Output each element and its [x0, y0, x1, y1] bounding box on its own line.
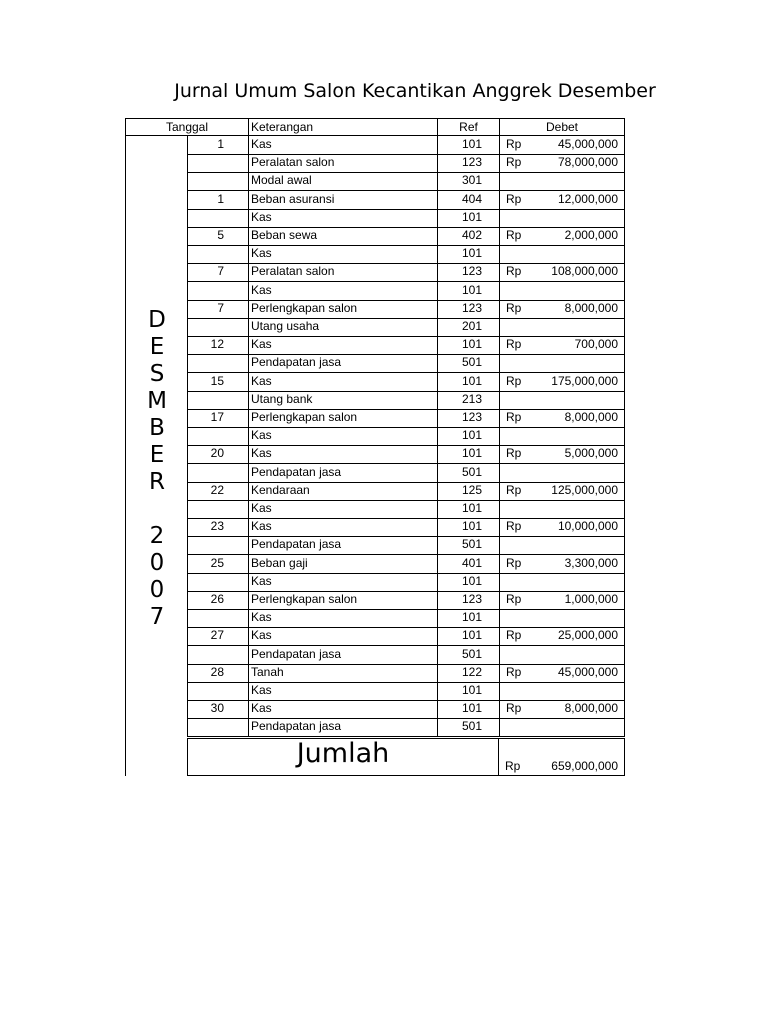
debet-cell	[499, 209, 625, 228]
debet-cell	[499, 718, 625, 737]
description-cell: Perlengkapan salon	[248, 591, 438, 610]
table-row	[187, 282, 625, 300]
total-label: Jumlah	[187, 738, 499, 776]
table-row	[187, 500, 625, 518]
description-cell: Utang bank	[248, 391, 438, 410]
ref-cell: 101	[437, 282, 500, 301]
total-amount: 659,000,000	[551, 759, 618, 773]
month-label	[126, 307, 188, 631]
description-cell: Kas	[248, 700, 438, 719]
currency-label: Rp	[506, 264, 522, 279]
debet-cell	[499, 227, 625, 246]
date-cell	[187, 646, 249, 665]
amount-value: 8,000,000	[564, 300, 618, 315]
table-row	[187, 191, 625, 209]
debet-cell	[499, 609, 625, 628]
date-cell	[187, 500, 249, 519]
description-cell: Modal awal	[248, 172, 438, 191]
ref-cell: 101	[437, 245, 500, 264]
description-cell: Peralatan salon	[248, 263, 438, 282]
description-cell: Kas	[248, 282, 438, 301]
table-row	[187, 445, 625, 463]
currency-label: Rp	[506, 300, 522, 315]
table-row	[187, 464, 625, 482]
amount-value: 8,000,000	[564, 410, 618, 424]
table-row	[187, 373, 625, 391]
document-title: Jurnal Umum Salon Kecantikan Anggrek Desember	[174, 80, 656, 102]
description-cell: Pendapatan jasa	[248, 718, 438, 737]
table-row	[187, 555, 625, 573]
date-cell: 25	[187, 555, 249, 574]
table-row	[187, 391, 625, 409]
amount-value: 78,000,000	[557, 155, 618, 170]
date-cell: 26	[187, 591, 249, 610]
date-cell: 23	[187, 518, 249, 537]
ref-cell: 101	[437, 336, 500, 355]
table-row	[187, 245, 625, 263]
date-cell: 1	[187, 191, 249, 210]
debet-cell	[499, 482, 625, 501]
month-letter: R	[149, 469, 165, 495]
currency-label: Rp	[506, 337, 522, 352]
date-cell	[187, 245, 249, 264]
date-cell	[187, 154, 249, 173]
description-cell: Kas	[248, 627, 438, 646]
debet-cell	[499, 136, 625, 155]
table-row	[187, 536, 625, 554]
header-keterangan: Keterangan	[248, 118, 438, 136]
date-cell: 28	[187, 664, 249, 683]
ref-cell: 122	[437, 664, 500, 683]
description-cell: Perlengkapan salon	[248, 409, 438, 428]
description-cell: Kas	[248, 445, 438, 464]
amount-value: 10,000,000	[557, 519, 618, 534]
month-letter: M	[147, 388, 167, 414]
description-cell: Kas	[248, 136, 438, 155]
debet-cell	[499, 536, 625, 555]
date-cell	[187, 536, 249, 555]
table-row	[187, 682, 625, 700]
currency-label: Rp	[506, 373, 522, 388]
amount-value: 25,000,000	[557, 628, 618, 643]
table-row	[187, 318, 625, 336]
description-cell: Pendapatan jasa	[248, 646, 438, 665]
debet-cell	[499, 464, 625, 483]
debet-cell	[499, 318, 625, 337]
description-cell: Tanah	[248, 664, 438, 683]
month-column	[125, 135, 187, 776]
description-cell: Pendapatan jasa	[248, 354, 438, 373]
debet-cell	[499, 373, 625, 392]
debet-cell	[499, 500, 625, 519]
debet-cell	[499, 700, 625, 719]
description-cell: Peralatan salon	[248, 154, 438, 173]
table-row	[187, 427, 625, 445]
debet-cell	[499, 427, 625, 446]
description-cell: Kas	[248, 573, 438, 592]
header-debet: Debet	[499, 118, 625, 136]
date-cell: 17	[187, 409, 249, 428]
date-cell: 15	[187, 373, 249, 392]
month-letter: 2	[149, 523, 165, 549]
date-cell	[187, 318, 249, 337]
debet-cell	[499, 682, 625, 701]
currency-label: Rp	[506, 664, 522, 679]
amount-value: 12,000,000	[557, 191, 618, 206]
amount-value: 125,000,000	[551, 482, 618, 497]
table-row	[187, 336, 625, 354]
amount-value: 2,000,000	[564, 228, 618, 242]
date-cell: 12	[187, 336, 249, 355]
debet-cell	[499, 646, 625, 665]
ref-cell: 101	[437, 700, 500, 719]
currency-label: Rp	[506, 482, 522, 497]
debet-cell	[499, 282, 625, 301]
date-cell	[187, 718, 249, 737]
header-tanggal: Tanggal	[125, 118, 249, 136]
description-cell: Pendapatan jasa	[248, 464, 438, 483]
ref-cell: 123	[437, 409, 500, 428]
ref-cell: 101	[437, 373, 500, 392]
table-row	[187, 573, 625, 591]
date-cell: 7	[187, 300, 249, 319]
date-cell	[187, 464, 249, 483]
currency-label: Rp	[506, 228, 522, 242]
debet-cell	[499, 555, 625, 574]
table-row	[187, 209, 625, 227]
ref-cell: 301	[437, 172, 500, 191]
amount-value: 175,000,000	[551, 373, 618, 388]
debet-cell	[499, 518, 625, 537]
debet-cell	[499, 354, 625, 373]
table-row	[187, 300, 625, 318]
date-cell	[187, 172, 249, 191]
date-cell	[187, 391, 249, 410]
table-row	[187, 646, 625, 664]
description-cell: Beban asuransi	[248, 191, 438, 210]
table-row	[187, 700, 625, 718]
description-cell: Perlengkapan salon	[248, 300, 438, 319]
date-cell	[187, 282, 249, 301]
ref-cell: 501	[437, 464, 500, 483]
month-letter: E	[149, 442, 165, 468]
ref-cell: 101	[437, 427, 500, 446]
table-row	[187, 354, 625, 372]
header-ref: Ref	[437, 118, 500, 136]
month-letter: E	[149, 334, 165, 360]
month-letter: 0	[149, 550, 165, 576]
debet-cell	[499, 263, 625, 282]
description-cell: Pendapatan jasa	[248, 536, 438, 555]
debet-cell	[499, 391, 625, 410]
currency-label: Rp	[506, 592, 522, 606]
table-row	[187, 718, 625, 736]
month-letter: B	[149, 415, 165, 441]
ref-cell: 501	[437, 536, 500, 555]
date-cell: 5	[187, 227, 249, 246]
amount-value: 1,000,000	[564, 592, 618, 606]
table-row	[187, 154, 625, 172]
journal-table	[125, 118, 625, 776]
table-row	[187, 518, 625, 536]
debet-cell	[499, 154, 625, 173]
month-letter: S	[149, 361, 165, 387]
ref-cell: 101	[437, 518, 500, 537]
currency-label: Rp	[506, 191, 522, 206]
currency-label: Rp	[506, 155, 522, 170]
debet-cell	[499, 573, 625, 592]
debet-cell	[499, 664, 625, 683]
amount-value: 108,000,000	[551, 264, 618, 279]
description-cell: Beban sewa	[248, 227, 438, 246]
table-row	[187, 227, 625, 245]
ref-cell: 123	[437, 263, 500, 282]
date-cell	[187, 682, 249, 701]
ref-cell: 101	[437, 445, 500, 464]
total-currency: Rp	[505, 759, 521, 773]
amount-value: 5,000,000	[564, 446, 618, 461]
ref-cell: 201	[437, 318, 500, 337]
date-cell: 30	[187, 700, 249, 719]
debet-cell	[499, 409, 625, 428]
amount-value: 45,000,000	[557, 664, 618, 679]
ref-cell: 401	[437, 555, 500, 574]
currency-label: Rp	[506, 410, 522, 424]
currency-label: Rp	[506, 555, 522, 570]
date-cell	[187, 354, 249, 373]
date-cell	[187, 427, 249, 446]
date-cell: 7	[187, 263, 249, 282]
month-letter	[126, 496, 188, 523]
ref-cell: 101	[437, 627, 500, 646]
description-cell: Kas	[248, 209, 438, 228]
description-cell: Kas	[248, 245, 438, 264]
ref-cell: 101	[437, 609, 500, 628]
date-cell: 20	[187, 445, 249, 464]
ref-cell: 123	[437, 300, 500, 319]
date-cell: 1	[187, 136, 249, 155]
description-cell: Kas	[248, 427, 438, 446]
total-row	[187, 738, 625, 776]
ref-cell: 123	[437, 154, 500, 173]
date-cell	[187, 209, 249, 228]
ref-cell: 501	[437, 354, 500, 373]
date-cell	[187, 609, 249, 628]
currency-label: Rp	[506, 701, 522, 716]
ref-cell: 213	[437, 391, 500, 410]
currency-label: Rp	[506, 446, 522, 461]
currency-label: Rp	[506, 519, 522, 534]
date-cell: 22	[187, 482, 249, 501]
ref-cell: 101	[437, 500, 500, 519]
currency-label: Rp	[506, 628, 522, 643]
table-row	[187, 591, 625, 609]
debet-cell	[499, 300, 625, 319]
month-letter: 0	[149, 577, 165, 603]
ref-cell: 501	[437, 646, 500, 665]
ref-cell: 501	[437, 718, 500, 737]
amount-value: 45,000,000	[557, 137, 618, 151]
description-cell: Beban gaji	[248, 555, 438, 574]
ref-cell: 402	[437, 227, 500, 246]
table-row	[187, 409, 625, 427]
description-cell: Kendaraan	[248, 482, 438, 501]
debet-cell	[499, 627, 625, 646]
debet-cell	[499, 172, 625, 191]
description-cell: Kas	[248, 682, 438, 701]
total-debet-cell	[498, 738, 625, 776]
ref-cell: 101	[437, 682, 500, 701]
amount-value: 8,000,000	[564, 701, 618, 716]
debet-cell	[499, 191, 625, 210]
ref-cell: 404	[437, 191, 500, 210]
description-cell: Kas	[248, 609, 438, 628]
table-row	[187, 627, 625, 645]
month-letter: D	[148, 307, 166, 333]
description-cell: Kas	[248, 373, 438, 392]
ref-cell: 101	[437, 136, 500, 155]
debet-cell	[499, 445, 625, 464]
table-row	[187, 609, 625, 627]
table-row	[187, 263, 625, 281]
currency-label: Rp	[506, 137, 522, 151]
month-letter: 7	[149, 604, 165, 630]
ref-cell: 101	[437, 209, 500, 228]
description-cell: Utang usaha	[248, 318, 438, 337]
description-cell: Kas	[248, 500, 438, 519]
table-row	[187, 172, 625, 190]
debet-cell	[499, 591, 625, 610]
table-row	[187, 664, 625, 682]
date-cell	[187, 573, 249, 592]
amount-value: 3,300,000	[564, 555, 618, 570]
debet-cell	[499, 336, 625, 355]
description-cell: Kas	[248, 518, 438, 537]
date-cell: 27	[187, 627, 249, 646]
ref-cell: 101	[437, 573, 500, 592]
ref-cell: 123	[437, 591, 500, 610]
description-cell: Kas	[248, 336, 438, 355]
table-row	[187, 136, 625, 154]
table-row	[187, 482, 625, 500]
amount-value: 700,000	[574, 337, 618, 352]
ref-cell: 125	[437, 482, 500, 501]
debet-cell	[499, 245, 625, 264]
